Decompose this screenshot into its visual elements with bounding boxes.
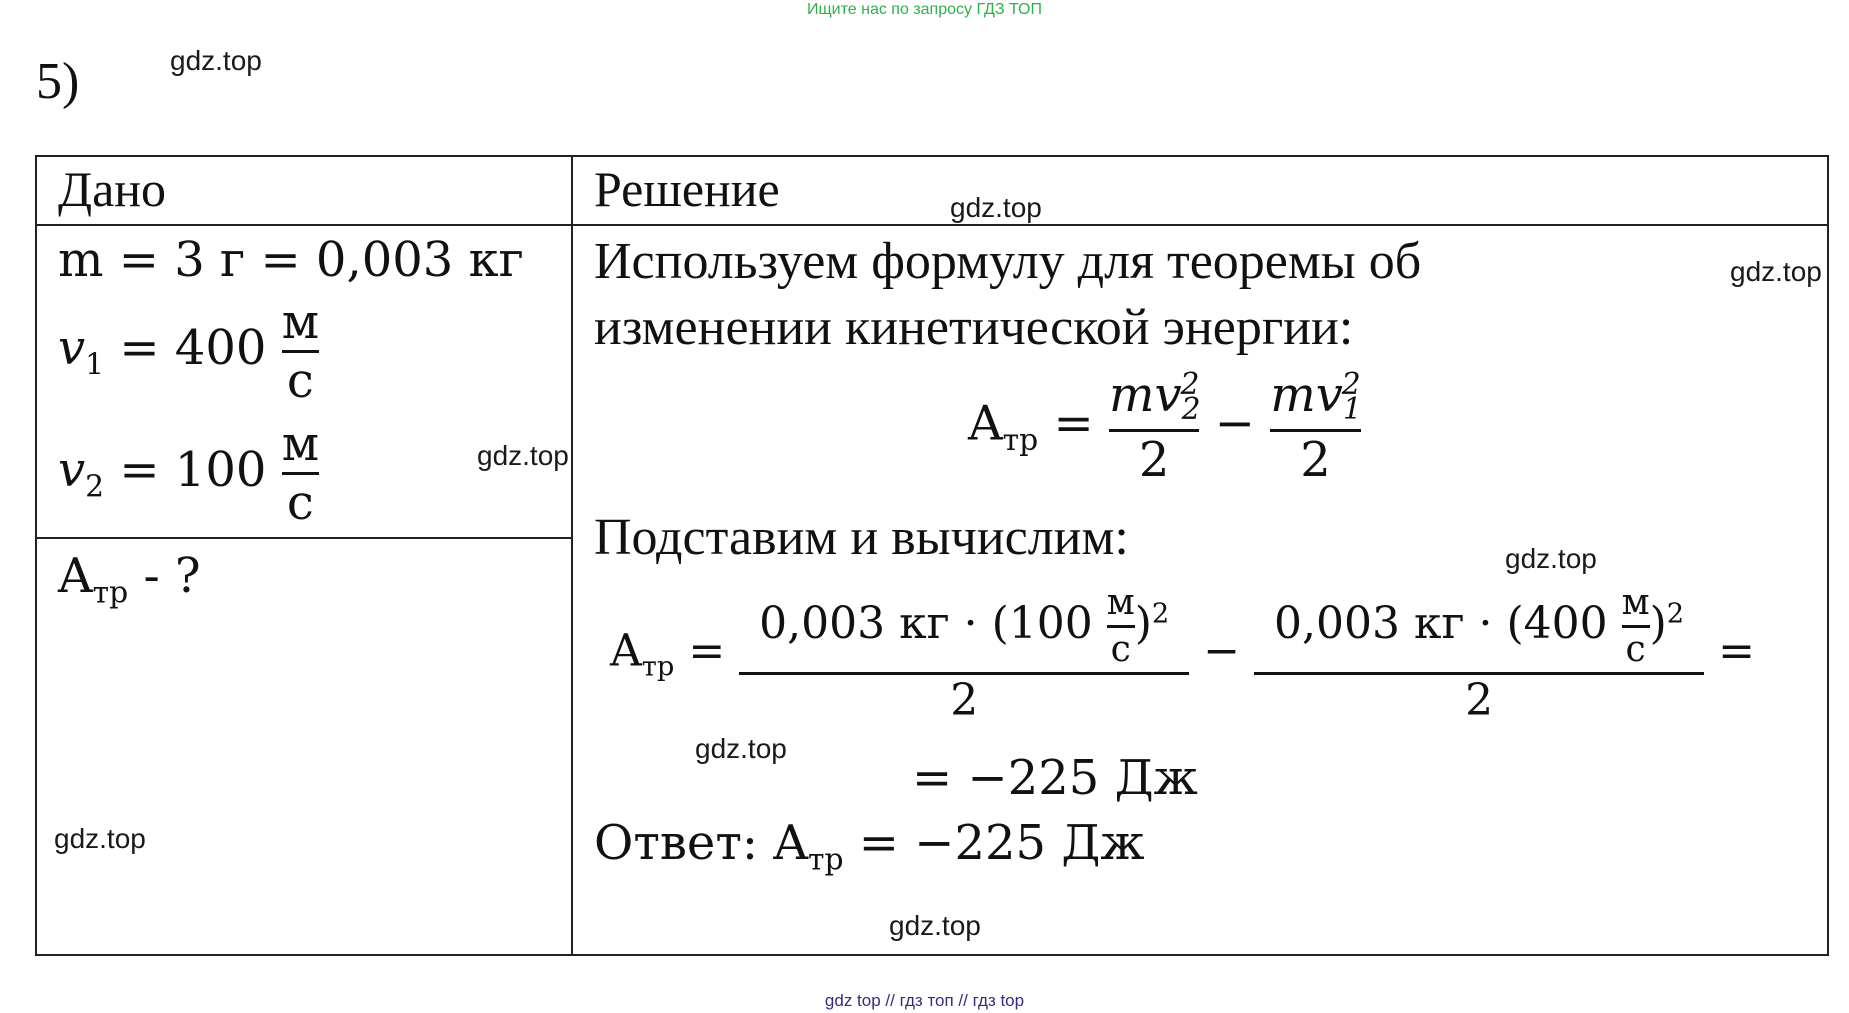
frac2-unit — [1621, 582, 1650, 670]
answer-value: = −225 Дж — [843, 815, 1145, 871]
formula2-lhs-sub: тр — [641, 651, 675, 683]
v1-unit — [281, 294, 320, 409]
v2-unit — [281, 416, 320, 531]
v2-symbol: v — [58, 442, 86, 498]
term2-numerator — [1270, 367, 1362, 427]
given-v1 — [58, 294, 320, 409]
given-v2 — [58, 416, 320, 531]
unit-numerator: м — [1106, 582, 1135, 623]
solution-text-3: Подставим и вычислим: — [594, 509, 1129, 566]
watermark: gdz.top — [170, 45, 262, 76]
watermark: gdz.top — [54, 823, 146, 854]
solution-header: Решение — [594, 161, 780, 217]
term1-denominator: 2 — [1138, 431, 1170, 488]
frac2-denominator: 2 — [1465, 675, 1494, 726]
watermark: gdz.top — [477, 440, 569, 471]
given-header: Дано — [58, 161, 167, 217]
term1-sup: 2 — [1180, 367, 1200, 402]
formula2-frac1 — [739, 582, 1189, 726]
formula2-minus: − — [1203, 625, 1241, 677]
formula-kinetic — [968, 367, 1362, 488]
find-question: - ? — [128, 548, 201, 604]
frac1-power: 2 — [1151, 598, 1170, 630]
term2-sup: 2 — [1341, 367, 1361, 402]
formula1-lhs-sub: тр — [1002, 422, 1039, 458]
given-mass — [58, 232, 524, 288]
formula2-lhs: A — [610, 625, 642, 677]
given-find-divider — [35, 537, 573, 539]
v1-subscript: 1 — [85, 347, 105, 383]
frac1-close: ) — [1134, 598, 1152, 649]
solution-text-2: изменении кинетической энергии: — [594, 299, 1354, 356]
formula1-term1 — [1108, 367, 1201, 488]
frac2-power: 2 — [1666, 598, 1685, 630]
v2-subscript: 2 — [85, 469, 105, 505]
answer-prefix: Ответ: A — [594, 815, 808, 871]
v1-value: = 400 — [119, 320, 267, 376]
unit-numerator: м — [281, 416, 320, 472]
answer-line — [594, 815, 1145, 878]
frac2-close: ) — [1649, 598, 1667, 649]
task-number: 5) — [36, 53, 80, 110]
formula2-frac2 — [1254, 582, 1704, 726]
formula2-trailing-eq: = — [1718, 625, 1755, 677]
frac1-unit — [1106, 582, 1135, 670]
unit-numerator: м — [281, 294, 320, 350]
unit-denominator: с — [286, 353, 314, 409]
top-banner[interactable]: Ищите нас по запросу ГДЗ ТОП — [807, 1, 1042, 18]
v2-value: = 100 — [119, 442, 267, 498]
term2-mv: mv — [1270, 367, 1343, 423]
frac1-denominator: 2 — [950, 675, 979, 726]
frac1-numerator — [739, 582, 1189, 670]
watermark: gdz.top — [695, 733, 787, 764]
formula1-term2 — [1270, 367, 1362, 488]
frac1-num-text: 0,003 кг · (100 — [759, 598, 1093, 649]
unit-denominator: с — [1110, 629, 1131, 670]
find-value — [58, 548, 201, 611]
find-symbol: A — [58, 548, 93, 604]
formula2-eq: = — [688, 625, 726, 677]
watermark: gdz.top — [950, 192, 1042, 223]
formula-calculation — [610, 582, 1755, 726]
find-subscript: тр — [92, 575, 129, 611]
solution-text-1: Используем формулу для теоремы об — [594, 233, 1422, 290]
unit-numerator: м — [1621, 582, 1650, 623]
frac2-numerator — [1254, 582, 1704, 670]
answer-subscript: тр — [807, 842, 844, 878]
fraction-bar — [1622, 625, 1650, 628]
term1-numerator — [1108, 367, 1201, 427]
unit-denominator: с — [1625, 629, 1646, 670]
formula1-lhs: A — [968, 395, 1003, 452]
formula-result: = −225 Дж — [912, 750, 1198, 806]
term1-mv: mv — [1108, 367, 1182, 423]
v1-symbol: v — [58, 320, 86, 376]
term2-denominator: 2 — [1300, 431, 1331, 488]
frac2-num-text: 0,003 кг · (400 — [1274, 598, 1608, 649]
column-divider — [571, 155, 573, 954]
formula1-eq: = — [1053, 395, 1094, 452]
formula1-minus: − — [1214, 395, 1255, 452]
unit-denominator: с — [286, 475, 314, 531]
header-divider — [35, 224, 1829, 226]
mass-text: m = 3 г = 0,003 кг — [58, 232, 524, 288]
watermark: gdz.top — [1505, 543, 1597, 574]
footer-links[interactable]: gdz top // гдз топ // гдз top — [824, 991, 1025, 1010]
term2-sub: 1 — [1342, 392, 1362, 427]
watermark: gdz.top — [1730, 256, 1822, 287]
watermark: gdz.top — [889, 910, 981, 941]
fraction-bar — [1107, 625, 1135, 628]
term1-sub: 2 — [1181, 392, 1201, 427]
